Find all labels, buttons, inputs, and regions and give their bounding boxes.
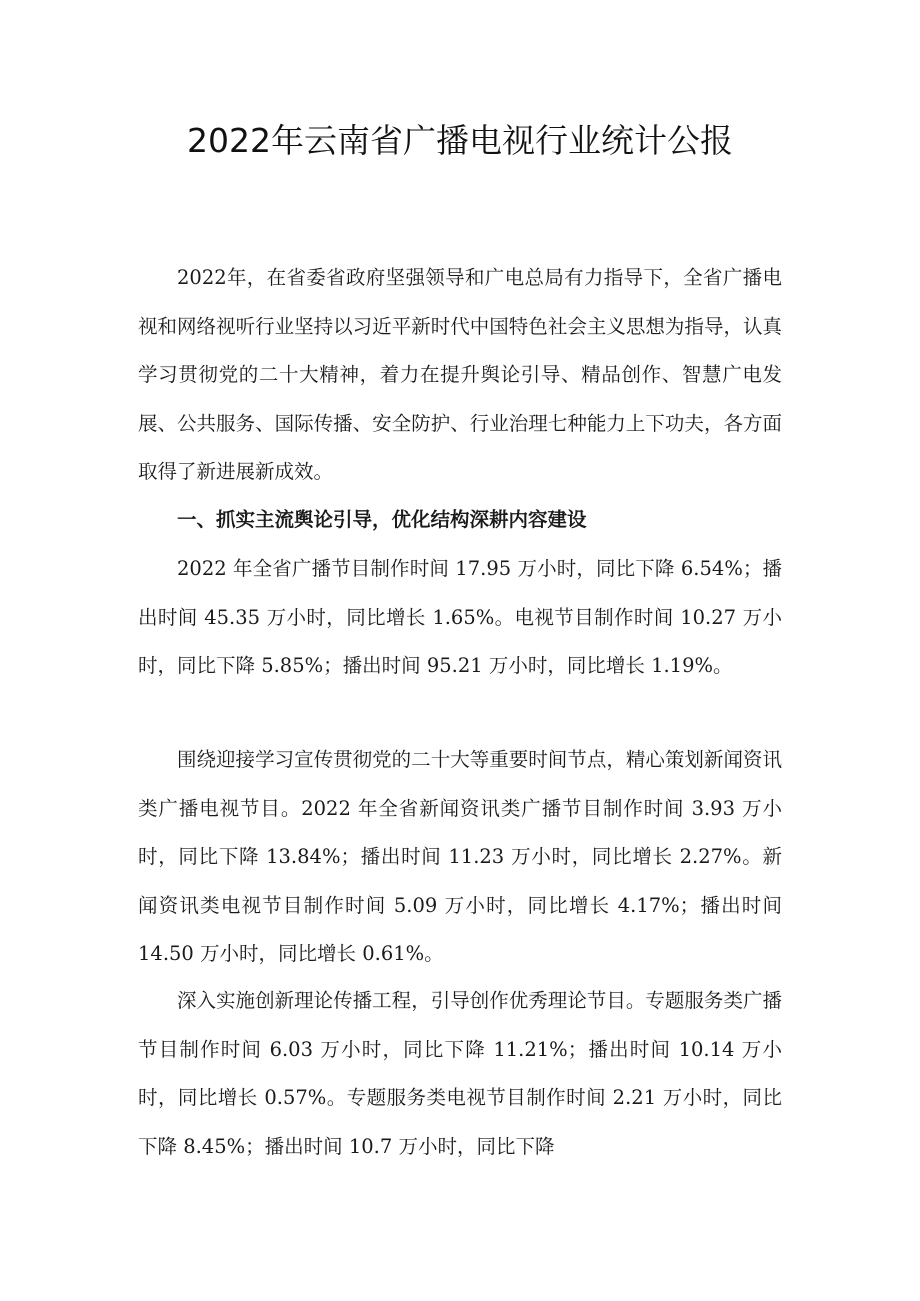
production-paragraph: 2022 年全省广播节目制作时间 17.95 万小时，同比下降 6.54%；播出时间 45.35 万小时，同比增长 1.65%。电视节目制作时间 10.27 万小时，同比下降 5.85%；播出时间 95.21 万小时，同比增长 1.19%。 — [138, 557, 782, 678]
news-paragraph: 围绕迎接学习宣传贯彻党的二十大等重要时间节点，精心策划新闻资讯类广播电视节目。2022 年全省新闻资讯类广播节目制作时间 3.93 万小时，同比下降 13.84%；播出时间 11.23 万小时，同比增长 2.27%。新闻资讯类电视节目制作时间 5.09 万小时，同比增长 4.17%；播出时间 14.50 万小时，同比增长 0.61%。 — [138, 748, 782, 966]
section-heading-1: 一、抓实主流舆论引导，优化结构深耕内容建设 — [177, 508, 587, 531]
theory-paragraph: 深入实施创新理论传播工程，引导创作优秀理论节目。专题服务类广播节目制作时间 6.03 万小时，同比下降 11.21%；播出时间 10.14 万小时，同比增长 0.57%。专题服务类电视节目制作时间 2.21 万小时，同比下降 8.45%；播出时间 10.7 万小时，同比下降 — [138, 989, 782, 1158]
document-title: 2022年云南省广播电视行业统计公报 — [187, 121, 733, 160]
intro-paragraph: 2022年，在省委省政府坚强领导和广电总局有力指导下，全省广播电视和网络视听行业坚持以习近平新时代中国特色社会主义思想为指导，认真学习贯彻党的二十大精神，着力在提升舆论引导、精品创作、智慧广电发展、公共服务、国际传播、安全防护、行业治理七种能力上下功夫，各方面取得了新进展新成效。 — [138, 266, 782, 484]
